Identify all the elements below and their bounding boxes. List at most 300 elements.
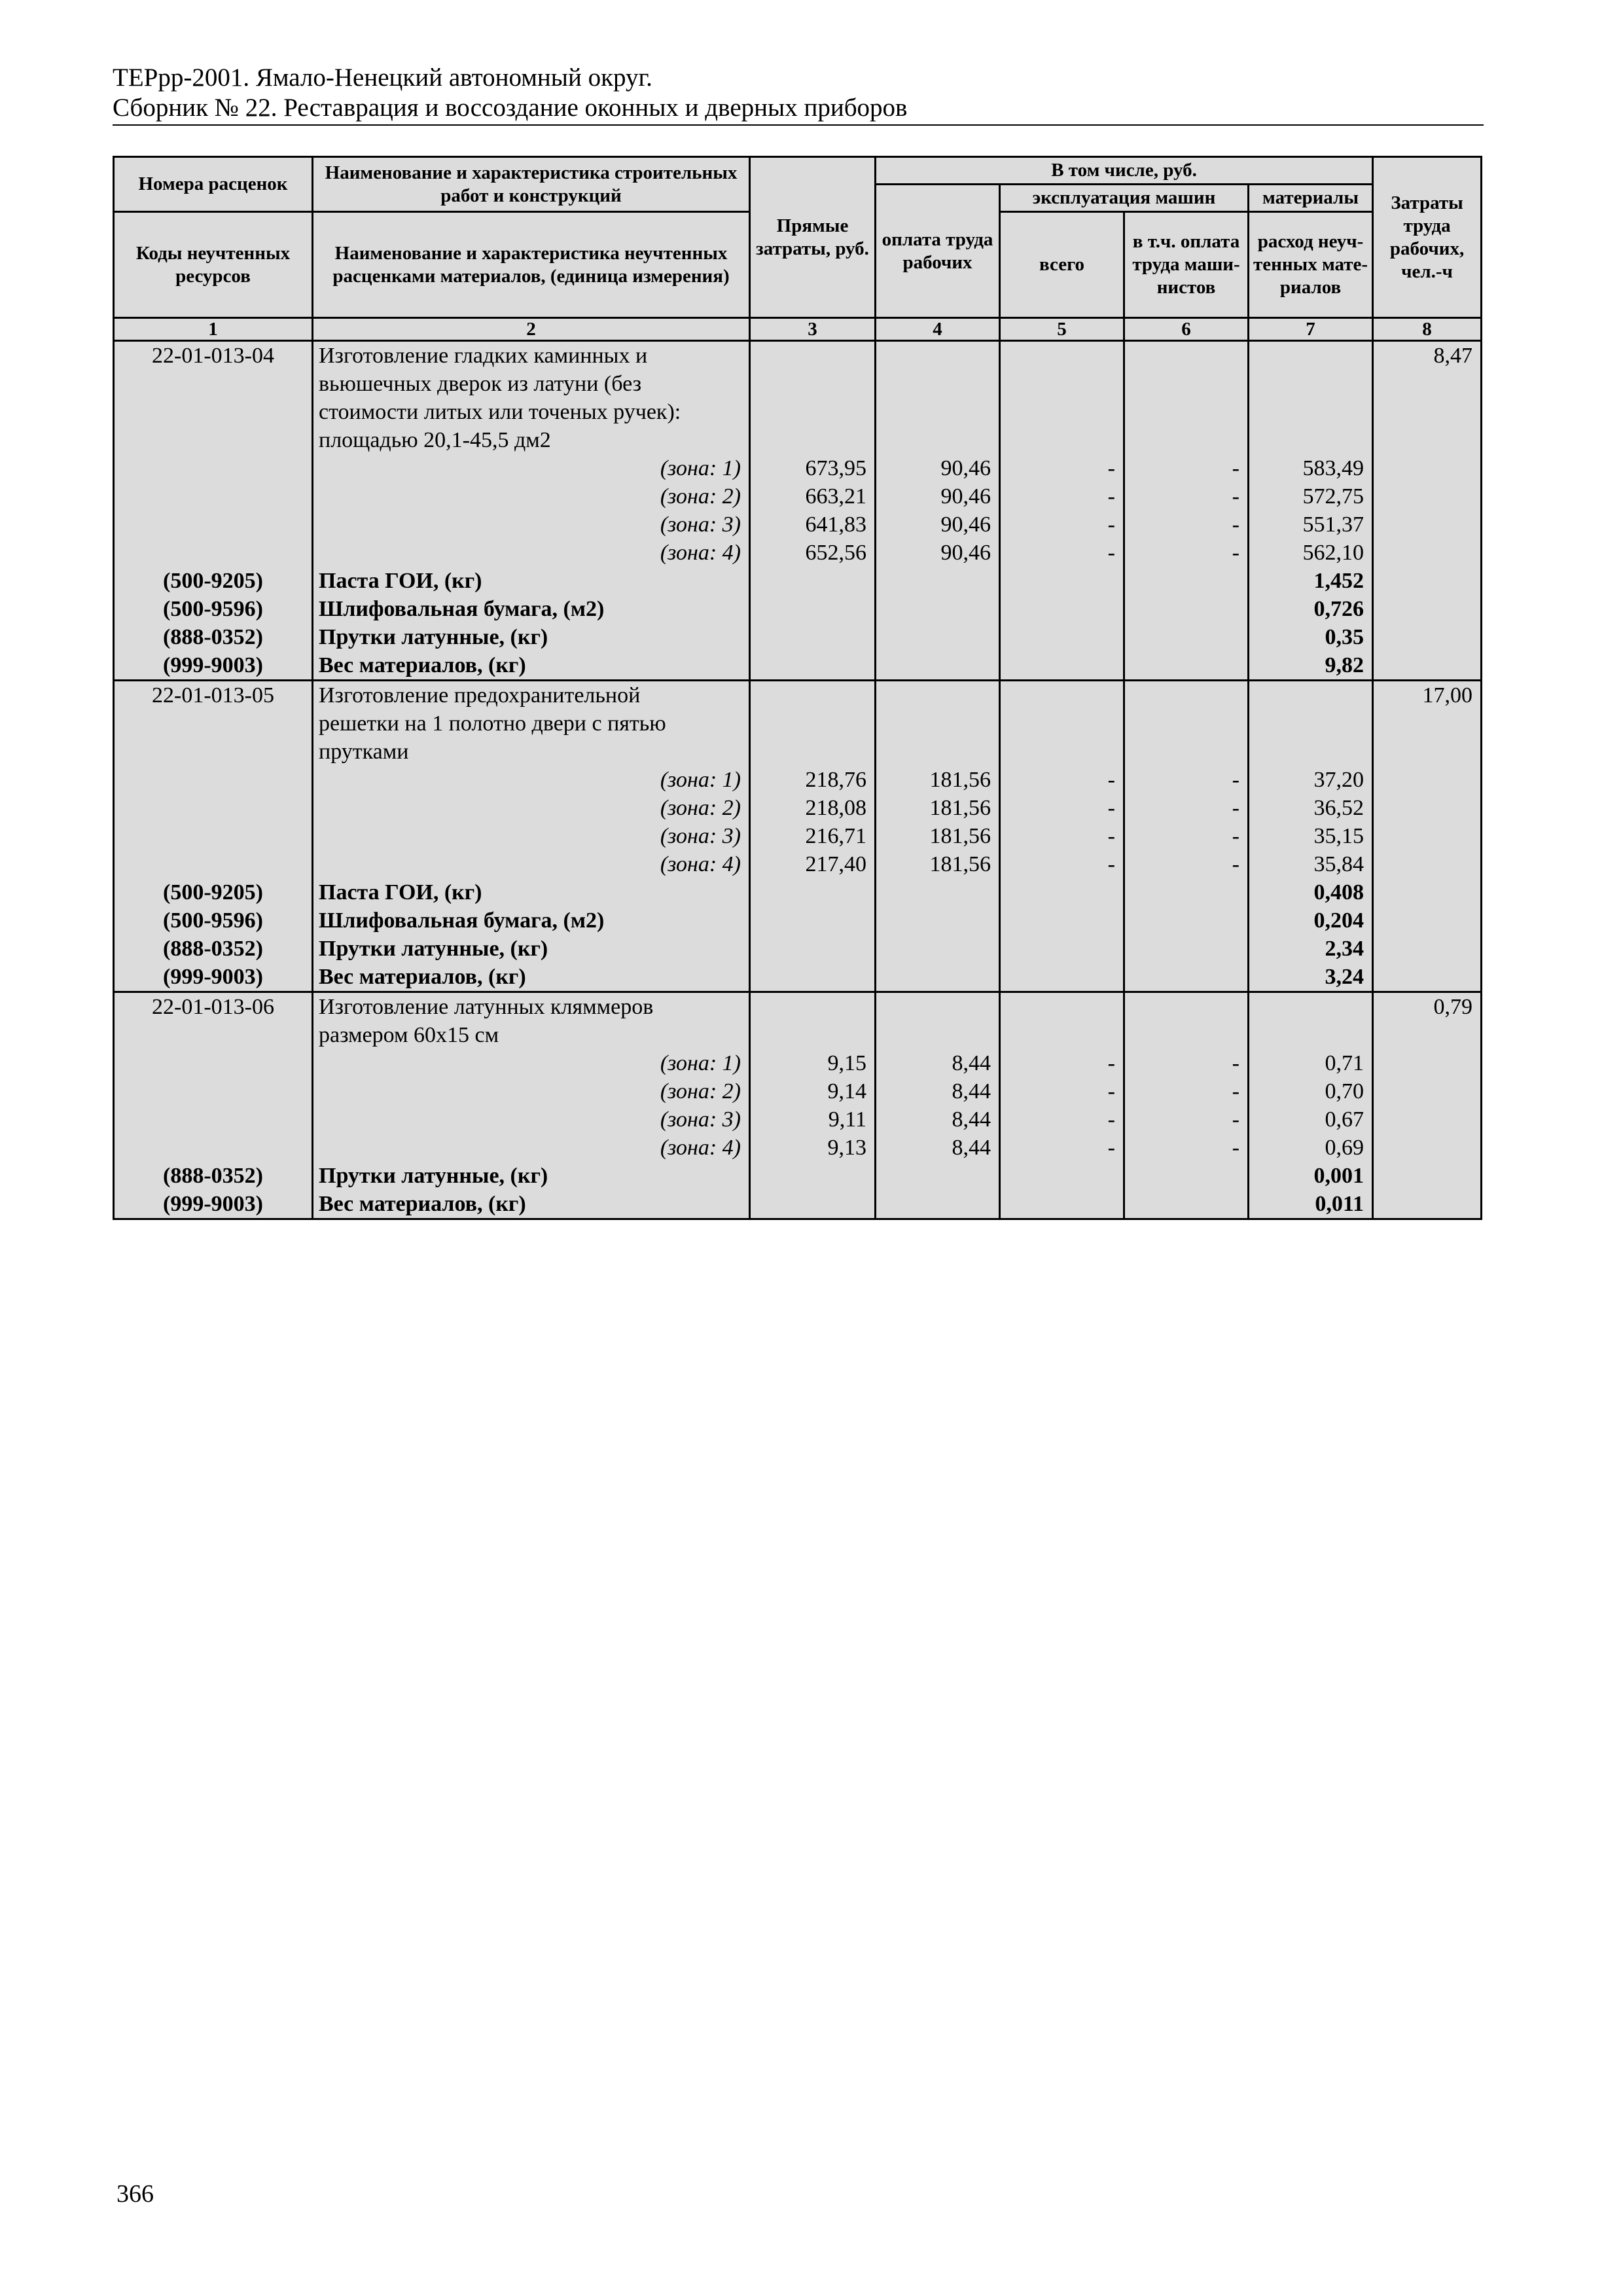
blank-line <box>1374 1162 1480 1190</box>
machines-cell <box>1000 341 1124 681</box>
blank-line <box>876 651 999 679</box>
blank-line <box>1125 906 1247 935</box>
blank-line <box>751 623 874 651</box>
resource-code: (500-9205) <box>163 880 263 905</box>
resource-quantity: 0,35 <box>1325 625 1364 649</box>
labor-cell <box>1373 681 1482 992</box>
zone-label: (зона: 4) <box>660 541 741 565</box>
blank-line <box>876 963 999 991</box>
direct-cost-value: 218,76 <box>805 768 866 792</box>
col-number: 5 <box>1000 318 1124 341</box>
blank-line <box>1374 709 1480 738</box>
materials-cell <box>1249 992 1373 1219</box>
blank-line <box>1374 623 1480 651</box>
blank-line <box>1125 426 1247 454</box>
labor-value: 17,00 <box>1422 683 1473 708</box>
machines-value: - <box>1107 1136 1115 1160</box>
resource-name: Прутки латунные, (кг) <box>319 1164 548 1188</box>
blank-line <box>876 595 999 623</box>
blank-line <box>1249 993 1372 1021</box>
zone-label: (зона: 2) <box>660 484 741 509</box>
blank-line <box>1125 398 1247 426</box>
zone-label: (зона: 3) <box>660 512 741 537</box>
direct-cost-value: 9,14 <box>827 1079 866 1103</box>
direct-cell <box>750 681 876 992</box>
resource-name: Паста ГОИ, (кг) <box>319 569 482 593</box>
header-direct-costs: Прямые затраты, руб. <box>750 157 876 318</box>
operator-wages-value: - <box>1232 512 1240 537</box>
blank-line <box>1249 681 1372 709</box>
operator-cell <box>1124 992 1249 1219</box>
resource-code: (888-0352) <box>163 625 263 649</box>
blank-line <box>751 651 874 679</box>
blank-line <box>751 398 874 426</box>
header-unaccounted-consumption: расход неуч-тенных мате-риалов <box>1249 212 1373 318</box>
resource-quantity: 3,24 <box>1325 965 1364 989</box>
blank-line <box>115 370 312 398</box>
rate-code: 22-01-013-05 <box>152 683 274 708</box>
blank-line <box>1249 398 1372 426</box>
blank-line <box>1249 426 1372 454</box>
blank-line <box>115 709 312 738</box>
direct-cost-value: 9,13 <box>827 1136 866 1160</box>
header-materials-name: Наименование и характеристика неучтенных расценками материалов, (единица измерения) <box>313 212 750 318</box>
blank-line <box>1125 342 1247 370</box>
header-works-name: Наименование и характеристика строительных работ и конструкций <box>313 157 750 212</box>
resource-quantity: 9,82 <box>1325 653 1364 677</box>
materials-value: 572,75 <box>1302 484 1364 509</box>
wages-value: 181,56 <box>929 824 991 848</box>
blank-line <box>1125 1190 1247 1218</box>
blank-line <box>1374 1134 1480 1162</box>
blank-line <box>1001 426 1123 454</box>
labor-cell <box>1373 992 1482 1219</box>
blank-line <box>1125 623 1247 651</box>
machines-cell <box>1000 992 1124 1219</box>
operator-cell <box>1124 341 1249 681</box>
blank-line <box>1125 738 1247 766</box>
operator-wages-value: - <box>1232 456 1240 480</box>
work-name-line: Изготовление латунных кляммеров <box>319 995 654 1019</box>
blank-line <box>751 567 874 595</box>
col-number: 1 <box>114 318 313 341</box>
blank-line <box>115 1021 312 1049</box>
blank-line <box>115 850 312 878</box>
resource-name: Паста ГОИ, (кг) <box>319 880 482 905</box>
wages-value: 8,44 <box>952 1079 991 1103</box>
direct-cost-value: 9,15 <box>827 1051 866 1075</box>
blank-line <box>1374 539 1480 567</box>
blank-line <box>115 1077 312 1105</box>
blank-line <box>876 738 999 766</box>
resource-name: Прутки латунные, (кг) <box>319 937 548 961</box>
blank-line <box>115 398 312 426</box>
wages-value: 181,56 <box>929 852 991 876</box>
blank-line <box>876 1162 999 1190</box>
direct-cost-value: 9,11 <box>828 1107 866 1132</box>
blank-line <box>1374 878 1480 906</box>
labor-value: 8,47 <box>1433 344 1473 368</box>
blank-line <box>751 595 874 623</box>
machines-value: - <box>1107 1107 1115 1132</box>
materials-value: 35,84 <box>1313 852 1364 876</box>
materials-cell <box>1249 341 1373 681</box>
blank-line <box>115 822 312 850</box>
direct-cost-value: 652,56 <box>805 541 866 565</box>
blank-line <box>1249 370 1372 398</box>
blank-line <box>1001 567 1123 595</box>
blank-line <box>751 878 874 906</box>
blank-line <box>115 454 312 482</box>
resource-quantity: 0,204 <box>1313 908 1364 933</box>
blank-line <box>1001 1162 1123 1190</box>
codes-cell <box>114 992 313 1219</box>
operator-wages-value: - <box>1232 824 1240 848</box>
blank-line <box>1374 738 1480 766</box>
blank-line <box>1374 511 1480 539</box>
resource-name: Вес материалов, (кг) <box>319 1192 526 1216</box>
machines-cell <box>1000 681 1124 992</box>
operator-wages-value: - <box>1232 1051 1240 1075</box>
rate-code: 22-01-013-06 <box>152 995 274 1019</box>
work-name-line: стоимости литых или точеных ручек): <box>319 400 681 424</box>
resource-code: (888-0352) <box>163 1164 263 1188</box>
blank-line <box>876 709 999 738</box>
materials-value: 37,20 <box>1313 768 1364 792</box>
materials-value: 0,69 <box>1325 1136 1364 1160</box>
zone-label: (зона: 4) <box>660 852 741 876</box>
materials-value: 0,67 <box>1325 1107 1364 1132</box>
operator-wages-value: - <box>1232 1136 1240 1160</box>
operator-wages-value: - <box>1232 541 1240 565</box>
wages-value: 90,46 <box>940 456 991 480</box>
blank-line <box>876 1190 999 1218</box>
work-name-line: Изготовление предохранительной <box>319 683 641 708</box>
wages-value: 8,44 <box>952 1136 991 1160</box>
wages-value: 8,44 <box>952 1107 991 1132</box>
blank-line <box>1374 935 1480 963</box>
col-number: 2 <box>313 318 750 341</box>
blank-line <box>1125 993 1247 1021</box>
blank-line <box>1125 370 1247 398</box>
direct-cost-value: 217,40 <box>805 852 866 876</box>
blank-line <box>115 794 312 822</box>
work-name-line: площадью 20,1-45,5 дм2 <box>319 428 551 452</box>
rate-code: 22-01-013-04 <box>152 344 274 368</box>
direct-cost-value: 218,08 <box>805 796 866 820</box>
blank-line <box>751 1162 874 1190</box>
blank-line <box>1125 963 1247 991</box>
blank-line <box>1249 738 1372 766</box>
header-rate-numbers: Номера расценок <box>114 157 313 212</box>
blank-line <box>876 681 999 709</box>
blank-line <box>751 1190 874 1218</box>
blank-line <box>1125 1021 1247 1049</box>
header-machines: эксплуатация машин <box>1000 185 1249 212</box>
wages-value: 181,56 <box>929 796 991 820</box>
blank-line <box>115 482 312 511</box>
machines-value: - <box>1107 541 1115 565</box>
blank-line <box>876 935 999 963</box>
blank-line <box>751 681 874 709</box>
labor-value: 0,79 <box>1433 995 1473 1019</box>
zone-label: (зона: 2) <box>660 1079 741 1103</box>
blank-line <box>1001 1190 1123 1218</box>
zone-label: (зона: 3) <box>660 824 741 848</box>
resource-code: (999-9003) <box>163 965 263 989</box>
blank-line <box>876 370 999 398</box>
operator-wages-value: - <box>1232 484 1240 509</box>
direct-cost-value: 673,95 <box>805 456 866 480</box>
blank-line <box>1001 709 1123 738</box>
resource-quantity: 0,726 <box>1313 597 1364 621</box>
wages-value: 181,56 <box>929 768 991 792</box>
rate-entry <box>114 992 1482 1219</box>
blank-line <box>1374 595 1480 623</box>
operator-wages-value: - <box>1232 852 1240 876</box>
blank-line <box>1001 398 1123 426</box>
blank-line <box>1125 651 1247 679</box>
blank-line <box>876 878 999 906</box>
wages-cell <box>876 992 1000 1219</box>
blank-line <box>115 511 312 539</box>
blank-line <box>876 1021 999 1049</box>
direct-cell <box>750 341 876 681</box>
machines-value: - <box>1107 1051 1115 1075</box>
materials-value: 36,52 <box>1313 796 1364 820</box>
materials-value: 0,71 <box>1325 1051 1364 1075</box>
blank-line <box>1374 370 1480 398</box>
blank-line <box>1001 993 1123 1021</box>
blank-line <box>1125 567 1247 595</box>
resource-name: Прутки латунные, (кг) <box>319 625 548 649</box>
materials-value: 583,49 <box>1302 456 1364 480</box>
blank-line <box>1125 709 1247 738</box>
blank-line <box>751 993 874 1021</box>
resource-name: Шлифовальная бумага, (м2) <box>319 908 605 933</box>
col-number: 6 <box>1124 318 1249 341</box>
blank-line <box>1374 1049 1480 1077</box>
blank-line <box>115 539 312 567</box>
wages-cell <box>876 681 1000 992</box>
blank-line <box>1249 709 1372 738</box>
blank-line <box>1374 850 1480 878</box>
resource-name: Вес материалов, (кг) <box>319 653 526 677</box>
materials-value: 0,70 <box>1325 1079 1364 1103</box>
header-codes: Коды неучтенных ресурсов <box>114 212 313 318</box>
blank-line <box>1374 794 1480 822</box>
blank-line <box>876 398 999 426</box>
blank-line <box>115 426 312 454</box>
header-materials: материалы <box>1249 185 1373 212</box>
operator-wages-value: - <box>1232 1107 1240 1132</box>
blank-line <box>1374 567 1480 595</box>
blank-line <box>1001 963 1123 991</box>
blank-line <box>1001 623 1123 651</box>
blank-line <box>1374 766 1480 794</box>
work-name-line: прутками <box>319 740 409 764</box>
zone-label: (зона: 2) <box>660 796 741 820</box>
blank-line <box>1001 651 1123 679</box>
resource-quantity: 0,011 <box>1315 1192 1364 1216</box>
blank-line <box>1125 681 1247 709</box>
materials-cell <box>1249 681 1373 992</box>
operator-cell <box>1124 681 1249 992</box>
wages-value: 90,46 <box>940 541 991 565</box>
blank-line <box>1374 1190 1480 1218</box>
blank-line <box>1374 822 1480 850</box>
resource-quantity: 2,34 <box>1325 937 1364 961</box>
header-wages: оплата труда рабочих <box>876 185 1000 318</box>
direct-cost-value: 663,21 <box>805 484 866 509</box>
blank-line <box>1374 651 1480 679</box>
operator-wages-value: - <box>1232 1079 1240 1103</box>
blank-line <box>876 623 999 651</box>
wages-value: 8,44 <box>952 1051 991 1075</box>
zone-label: (зона: 1) <box>660 768 741 792</box>
rates-table <box>113 156 1482 1220</box>
blank-line <box>751 342 874 370</box>
resource-code: (500-9596) <box>163 597 263 621</box>
blank-line <box>1374 482 1480 511</box>
blank-line <box>1001 906 1123 935</box>
blank-line <box>1374 426 1480 454</box>
resource-quantity: 0,408 <box>1313 880 1364 905</box>
blank-line <box>876 567 999 595</box>
blank-line <box>751 963 874 991</box>
blank-line <box>1125 935 1247 963</box>
blank-line <box>751 370 874 398</box>
machines-value: - <box>1107 484 1115 509</box>
machines-value: - <box>1107 796 1115 820</box>
blank-line <box>1001 370 1123 398</box>
labor-cell <box>1373 341 1482 681</box>
blank-line <box>1001 681 1123 709</box>
blank-line <box>115 1049 312 1077</box>
blank-line <box>1001 935 1123 963</box>
wages-value: 90,46 <box>940 512 991 537</box>
col-number: 7 <box>1249 318 1373 341</box>
blank-line <box>1374 454 1480 482</box>
zone-label: (зона: 3) <box>660 1107 741 1132</box>
header-total: всего <box>1000 212 1124 318</box>
resource-code: (500-9205) <box>163 569 263 593</box>
work-name-line: решетки на 1 полотно двери с пятью <box>319 711 666 736</box>
resource-code: (888-0352) <box>163 937 263 961</box>
codes-cell <box>114 341 313 681</box>
blank-line <box>1001 595 1123 623</box>
blank-line <box>876 993 999 1021</box>
resource-quantity: 1,452 <box>1313 569 1364 593</box>
resource-code: (500-9596) <box>163 908 263 933</box>
zone-label: (зона: 4) <box>660 1136 741 1160</box>
resource-code: (999-9003) <box>163 653 263 677</box>
direct-cost-value: 216,71 <box>805 824 866 848</box>
blank-line <box>1125 878 1247 906</box>
blank-line <box>1374 963 1480 991</box>
col-number: 8 <box>1373 318 1482 341</box>
blank-line <box>1249 342 1372 370</box>
blank-line <box>751 426 874 454</box>
materials-value: 35,15 <box>1313 824 1364 848</box>
rate-entry <box>114 341 1482 681</box>
blank-line <box>876 426 999 454</box>
direct-cost-value: 641,83 <box>805 512 866 537</box>
machines-value: - <box>1107 768 1115 792</box>
document-title: ТЕРрр-2001. Ямало-Ненецкий автономный округ. <box>113 63 652 92</box>
header-operator-wages: в т.ч. оплата труда маши-нистов <box>1124 212 1249 318</box>
work-name-line: вьюшечных дверок из латуни (без <box>319 372 641 396</box>
codes-cell <box>114 681 313 992</box>
rate-entry <box>114 681 1482 992</box>
blank-line <box>1249 1021 1372 1049</box>
resource-quantity: 0,001 <box>1313 1164 1364 1188</box>
blank-line <box>1374 398 1480 426</box>
machines-value: - <box>1107 1079 1115 1103</box>
names-cell <box>313 992 750 1219</box>
blank-line <box>751 906 874 935</box>
blank-line <box>1374 906 1480 935</box>
blank-line <box>115 1134 312 1162</box>
blank-line <box>751 738 874 766</box>
names-cell <box>313 681 750 992</box>
blank-line <box>751 709 874 738</box>
header-labor: Затраты труда рабочих, чел.-ч <box>1373 157 1482 318</box>
blank-line <box>1001 342 1123 370</box>
direct-cell <box>750 992 876 1219</box>
materials-value: 562,10 <box>1302 541 1364 565</box>
blank-line <box>115 1105 312 1134</box>
blank-line <box>1374 1021 1480 1049</box>
operator-wages-value: - <box>1232 768 1240 792</box>
resource-name: Шлифовальная бумага, (м2) <box>319 597 605 621</box>
blank-line <box>1125 1162 1247 1190</box>
zone-label: (зона: 1) <box>660 1051 741 1075</box>
wages-cell <box>876 341 1000 681</box>
resource-name: Вес материалов, (кг) <box>319 965 526 989</box>
blank-line <box>751 935 874 963</box>
machines-value: - <box>1107 852 1115 876</box>
col-number: 4 <box>876 318 1000 341</box>
blank-line <box>115 766 312 794</box>
zone-label: (зона: 1) <box>660 456 741 480</box>
blank-line <box>1125 595 1247 623</box>
resource-code: (999-9003) <box>163 1192 263 1216</box>
work-name-line: Изготовление гладких каминных и <box>319 344 648 368</box>
machines-value: - <box>1107 824 1115 848</box>
wages-value: 90,46 <box>940 484 991 509</box>
machines-value: - <box>1107 456 1115 480</box>
blank-line <box>1001 1021 1123 1049</box>
header-including: В том числе, руб. <box>876 157 1373 185</box>
work-name-line: размером 60х15 см <box>319 1023 499 1047</box>
blank-line <box>1001 878 1123 906</box>
blank-line <box>751 1021 874 1049</box>
blank-line <box>1374 1077 1480 1105</box>
blank-line <box>1001 738 1123 766</box>
operator-wages-value: - <box>1232 796 1240 820</box>
collection-title: Сборник № 22. Реставрация и воссоздание оконных и дверных приборов <box>113 93 1484 126</box>
page-number: 366 <box>116 2180 154 2208</box>
names-cell <box>313 341 750 681</box>
blank-line <box>115 738 312 766</box>
machines-value: - <box>1107 512 1115 537</box>
col-number: 3 <box>750 318 876 341</box>
blank-line <box>876 342 999 370</box>
blank-line <box>1374 1105 1480 1134</box>
blank-line <box>876 906 999 935</box>
materials-value: 551,37 <box>1302 512 1364 537</box>
